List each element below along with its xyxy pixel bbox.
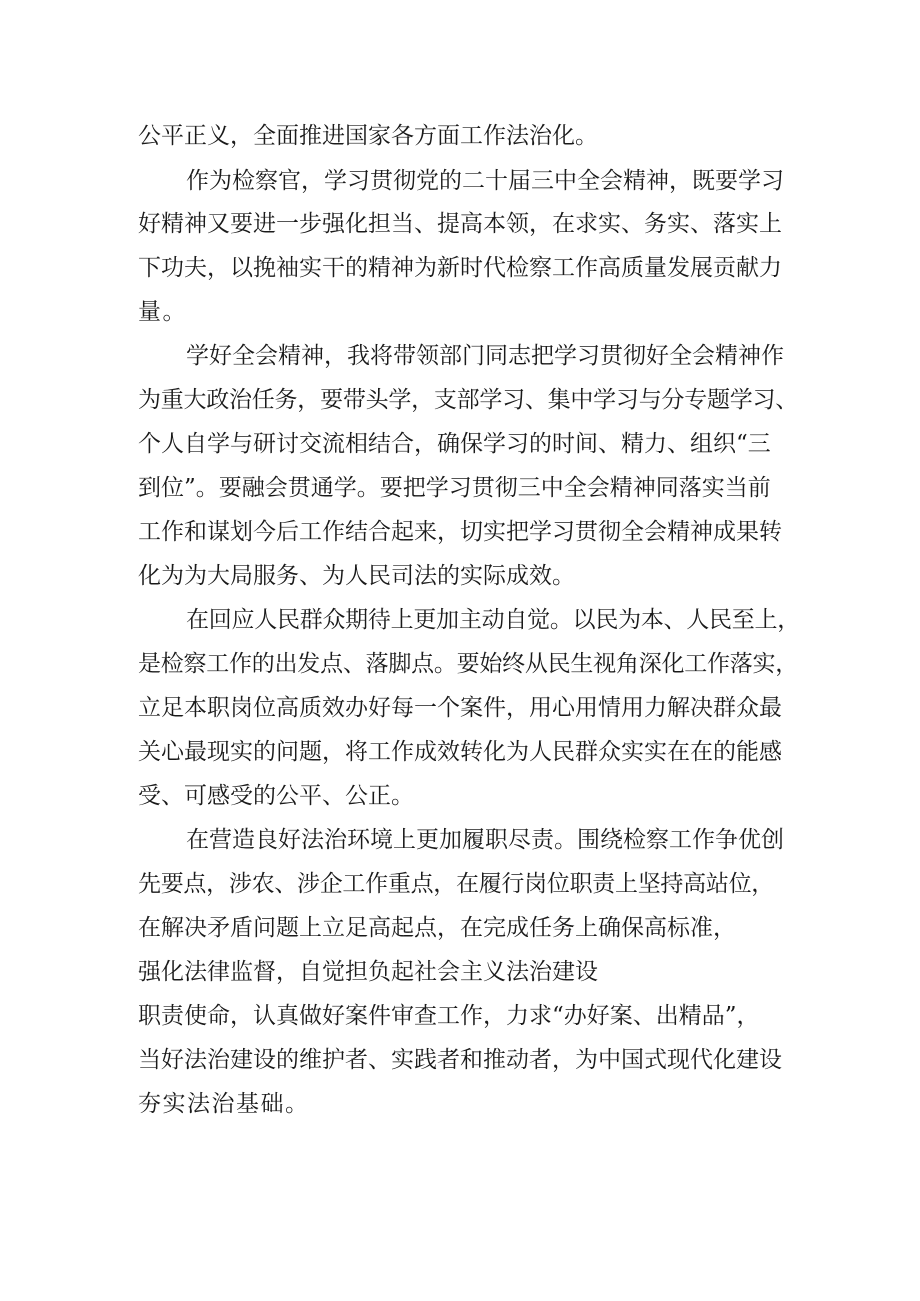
text-line: 在解决矛盾问题上立足高起点，在完成任务上确保高标准， (138, 915, 736, 941)
text-line: 在营造良好法治环境上更加履职尽责。围绕检察工作争优创 (186, 827, 784, 853)
text-line: 化为为大局服务、为人民司法的实际成效。 (138, 563, 575, 589)
text-line: 当好法治建设的维护者、实践者和推动者，为中国式现代化建设 (138, 1047, 782, 1073)
text-line: 到位”。要融会贯通学。要把学习贯彻三中全会精神同落实当前 (138, 475, 771, 501)
text-line: 公平正义，全面推进国家各方面工作法治化。 (138, 123, 598, 149)
text-line: 量。 (138, 299, 187, 325)
text-line: 职责使命，认真做好案件审查工作，力求“办好案、出精品”， (138, 1003, 760, 1029)
text-line: 下功夫，以挽袖实干的精神为新时代检察工作高质量发展贡献力 (138, 255, 782, 281)
text-line: 学好全会精神，我将带领部门同志把学习贯彻好全会精神作 (186, 343, 784, 369)
text-line: 作为检察官，学习贯彻党的二十届三中全会精神，既要学习 (186, 168, 784, 194)
text-line: 受、可感受的公平、公正。 (138, 783, 414, 809)
text-line: 为重大政治任务，要带头学，支部学习、集中学习与分专题学习、 (138, 387, 798, 413)
text-line: 工作和谋划今后工作结合起来，切实把学习贯彻全会精神成果转 (138, 519, 782, 545)
text-line: 在回应人民群众期待上更加主动自觉。以民为本、人民至上， (186, 607, 801, 633)
text-line: 关心最现实的问题，将工作成效转化为人民群众实实在在的能感 (138, 739, 782, 765)
text-line: 个人自学与研讨交流相结合，确保学习的时间、精力、组织“三 (138, 431, 771, 457)
text-line: 立足本职岗位高质效办好每一个案件，用心用情用力解决群众最 (138, 695, 782, 721)
text-line: 强化法律监督，自觉担负起社会主义法治建设 (138, 959, 598, 985)
text-line: 夯实法治基础。 (138, 1091, 310, 1117)
text-line: 先要点，涉农、涉企工作重点，在履行岗位职责上坚持高站位， (138, 871, 775, 897)
text-line: 好精神又要进一步强化担当、提高本领，在求实、务实、落实上 (138, 211, 782, 237)
text-line: 是检察工作的出发点、落脚点。要始终从民生视角深化工作落实， (138, 651, 798, 677)
